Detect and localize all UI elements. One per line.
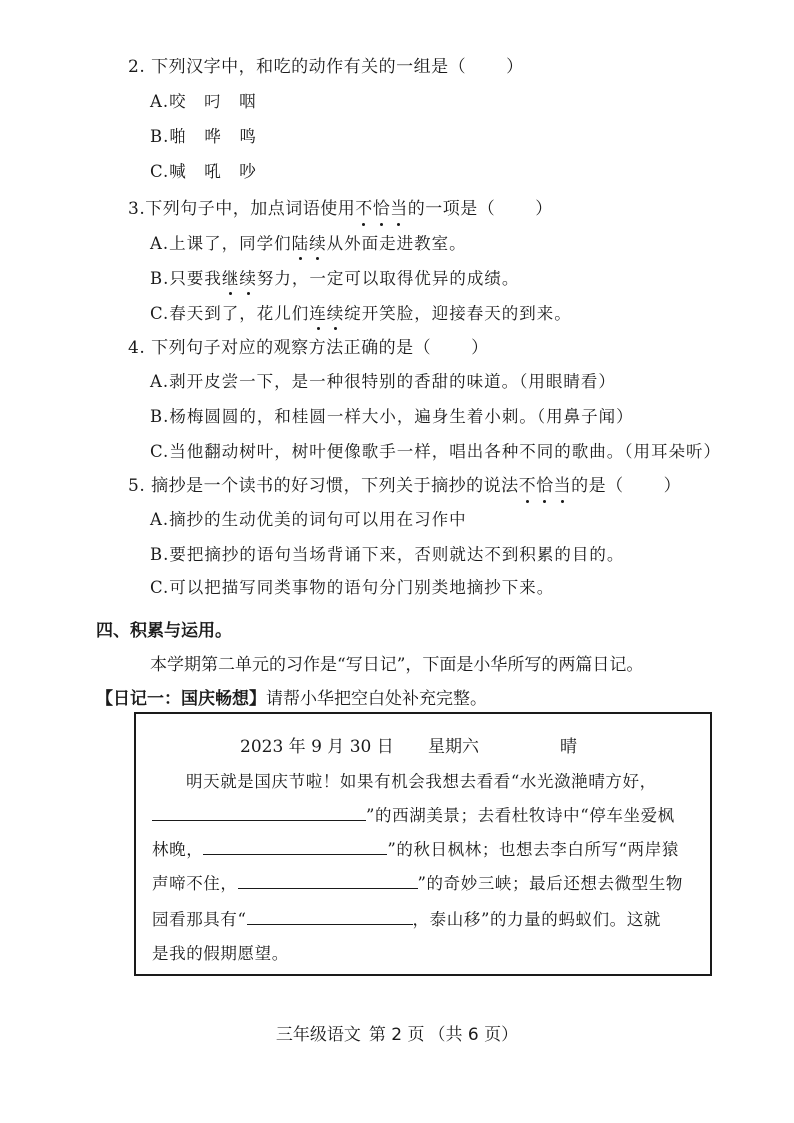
fill-blank-1[interactable] (152, 806, 366, 821)
option-5a: A.摘抄的生动优美的词句可以用在习作中 (150, 510, 467, 529)
dotted-char: 不 (355, 199, 373, 219)
option-text: A.上课了，同学们 (150, 234, 292, 253)
footer-total: （共 6 页） (428, 1025, 519, 1045)
dotted-char: 当 (390, 199, 408, 219)
option-5b: B.要把摘抄的语句当场背诵下来，否则就达不到积累的目的。 (150, 545, 625, 564)
section-4-intro: 本学期第二单元的习作是“写日记”，下面是小华所写的两篇日记。 (150, 655, 644, 675)
option-3b (150, 265, 519, 289)
dotted-char: 续 (309, 234, 327, 253)
diary-text: ”的西湖美景；去看杜牧诗中“停车坐爱枫 (366, 806, 675, 825)
diary-text: 园看那具有“ (152, 910, 247, 929)
diary-line-1: 明天就是国庆节啦！如果有机会我想去看看“水光潋滟晴方好， (186, 772, 657, 791)
footer-subject: 三年级语文 (275, 1025, 361, 1045)
dotted-char: 继 (221, 269, 240, 288)
dotted-word (309, 304, 344, 323)
section-4-title: 四、积累与运用。 (96, 621, 232, 641)
option-4c: C.当他翻动树叶，树叶便像歌手一样，唱出各种不同的歌曲。（用耳朵听） (150, 442, 722, 461)
question-number: 5. (128, 476, 146, 496)
dotted-char: 陆 (291, 234, 310, 253)
question-paren-close: ） (535, 199, 553, 219)
option-2b: B.啪 哗 鸣 (150, 127, 257, 146)
diary-line-4 (152, 870, 683, 894)
dotted-word (222, 269, 257, 288)
diary-instruction: 请帮小华把空白处补充完整。 (266, 689, 487, 709)
diary-date: 2023 年 9 月 30 日 (240, 737, 394, 757)
dotted-char: 连 (309, 304, 327, 323)
fill-blank-2[interactable] (203, 840, 387, 855)
fill-blank-3[interactable] (238, 874, 418, 889)
dotted-word (519, 476, 572, 496)
option-text: B.只要我 (150, 269, 222, 288)
question-text: 的一项是（ (407, 199, 496, 219)
question-paren-close: ） (506, 57, 524, 77)
diary-text: ”的秋日枫林；也想去李白所写“两岸猿 (387, 840, 679, 859)
diary-line-3 (152, 836, 679, 860)
question-text: 的是（ (571, 476, 624, 496)
dotted-char: 续 (326, 304, 345, 323)
option-4b: B.杨梅圆圆的，和桂圆一样大小，遍身生着小刺。（用鼻子闻） (150, 407, 634, 426)
diary-line-2 (152, 802, 675, 826)
question-number: 2. (128, 57, 146, 77)
dotted-char: 续 (239, 269, 257, 288)
diary-weather: 晴 (560, 737, 577, 757)
option-text: 努力，一定可以取得优异的成绩。 (256, 269, 520, 288)
diary-label: 【日记一：国庆畅想】 (96, 689, 266, 709)
option-text: 绽开笑脸，迎接春天的到来。 (344, 304, 572, 323)
dotted-word (355, 199, 408, 219)
option-text: C.春天到了，花儿们 (150, 304, 310, 323)
option-5c: C.可以把描写同类事物的语句分门别类地摘抄下来。 (150, 578, 555, 597)
diary-line-6: 是我的假期愿望。 (152, 944, 289, 963)
question-3-stem (128, 194, 553, 219)
question-text: 下列句子中，加点词语使用 (145, 199, 356, 219)
question-4-stem (128, 333, 489, 358)
question-number: 3. (128, 199, 146, 219)
diary-text: 林晚， (152, 840, 204, 859)
option-text: 从外面走进教室。 (326, 234, 467, 253)
diary-line-5 (152, 906, 661, 930)
option-3a (150, 230, 467, 254)
fill-blank-4[interactable] (247, 910, 413, 925)
question-5-stem (128, 471, 681, 496)
dotted-char: 恰 (372, 199, 391, 219)
question-text: 下列汉字中，和吃的动作有关的一组是（ (151, 57, 467, 77)
question-text: 下列句子对应的观察方法正确的是（ (151, 338, 432, 358)
option-2a: A.咬 叼 咽 (150, 92, 257, 111)
question-text: 摘抄是一个读书的好习惯，下列关于摘抄的说法 (151, 476, 519, 496)
option-4a: A.剥开皮尝一下，是一种很特别的香甜的味道。（用眼睛看） (150, 372, 616, 391)
page-footer (0, 1020, 794, 1045)
question-paren-close: ） (663, 476, 682, 496)
diary-text: ”的奇妙三峡；最后还想去微型生物 (417, 874, 684, 893)
dotted-char: 当 (553, 476, 572, 496)
diary-weekday: 星期六 (428, 737, 479, 757)
diary-text: 声啼不住， (152, 874, 238, 893)
footer-page: 第 2 页 (368, 1025, 425, 1045)
diary-heading (96, 684, 487, 709)
question-2-stem (128, 52, 524, 77)
option-2c: C.喊 吼 吵 (150, 162, 257, 181)
dotted-word (292, 234, 327, 253)
dotted-char: 恰 (536, 476, 554, 496)
question-number: 4. (128, 338, 146, 358)
diary-text: ，泰山移”的力量的蚂蚁们。这就 (412, 910, 661, 929)
option-3c (150, 300, 572, 324)
dotted-char: 不 (518, 476, 537, 496)
question-paren-close: ） (471, 338, 489, 358)
